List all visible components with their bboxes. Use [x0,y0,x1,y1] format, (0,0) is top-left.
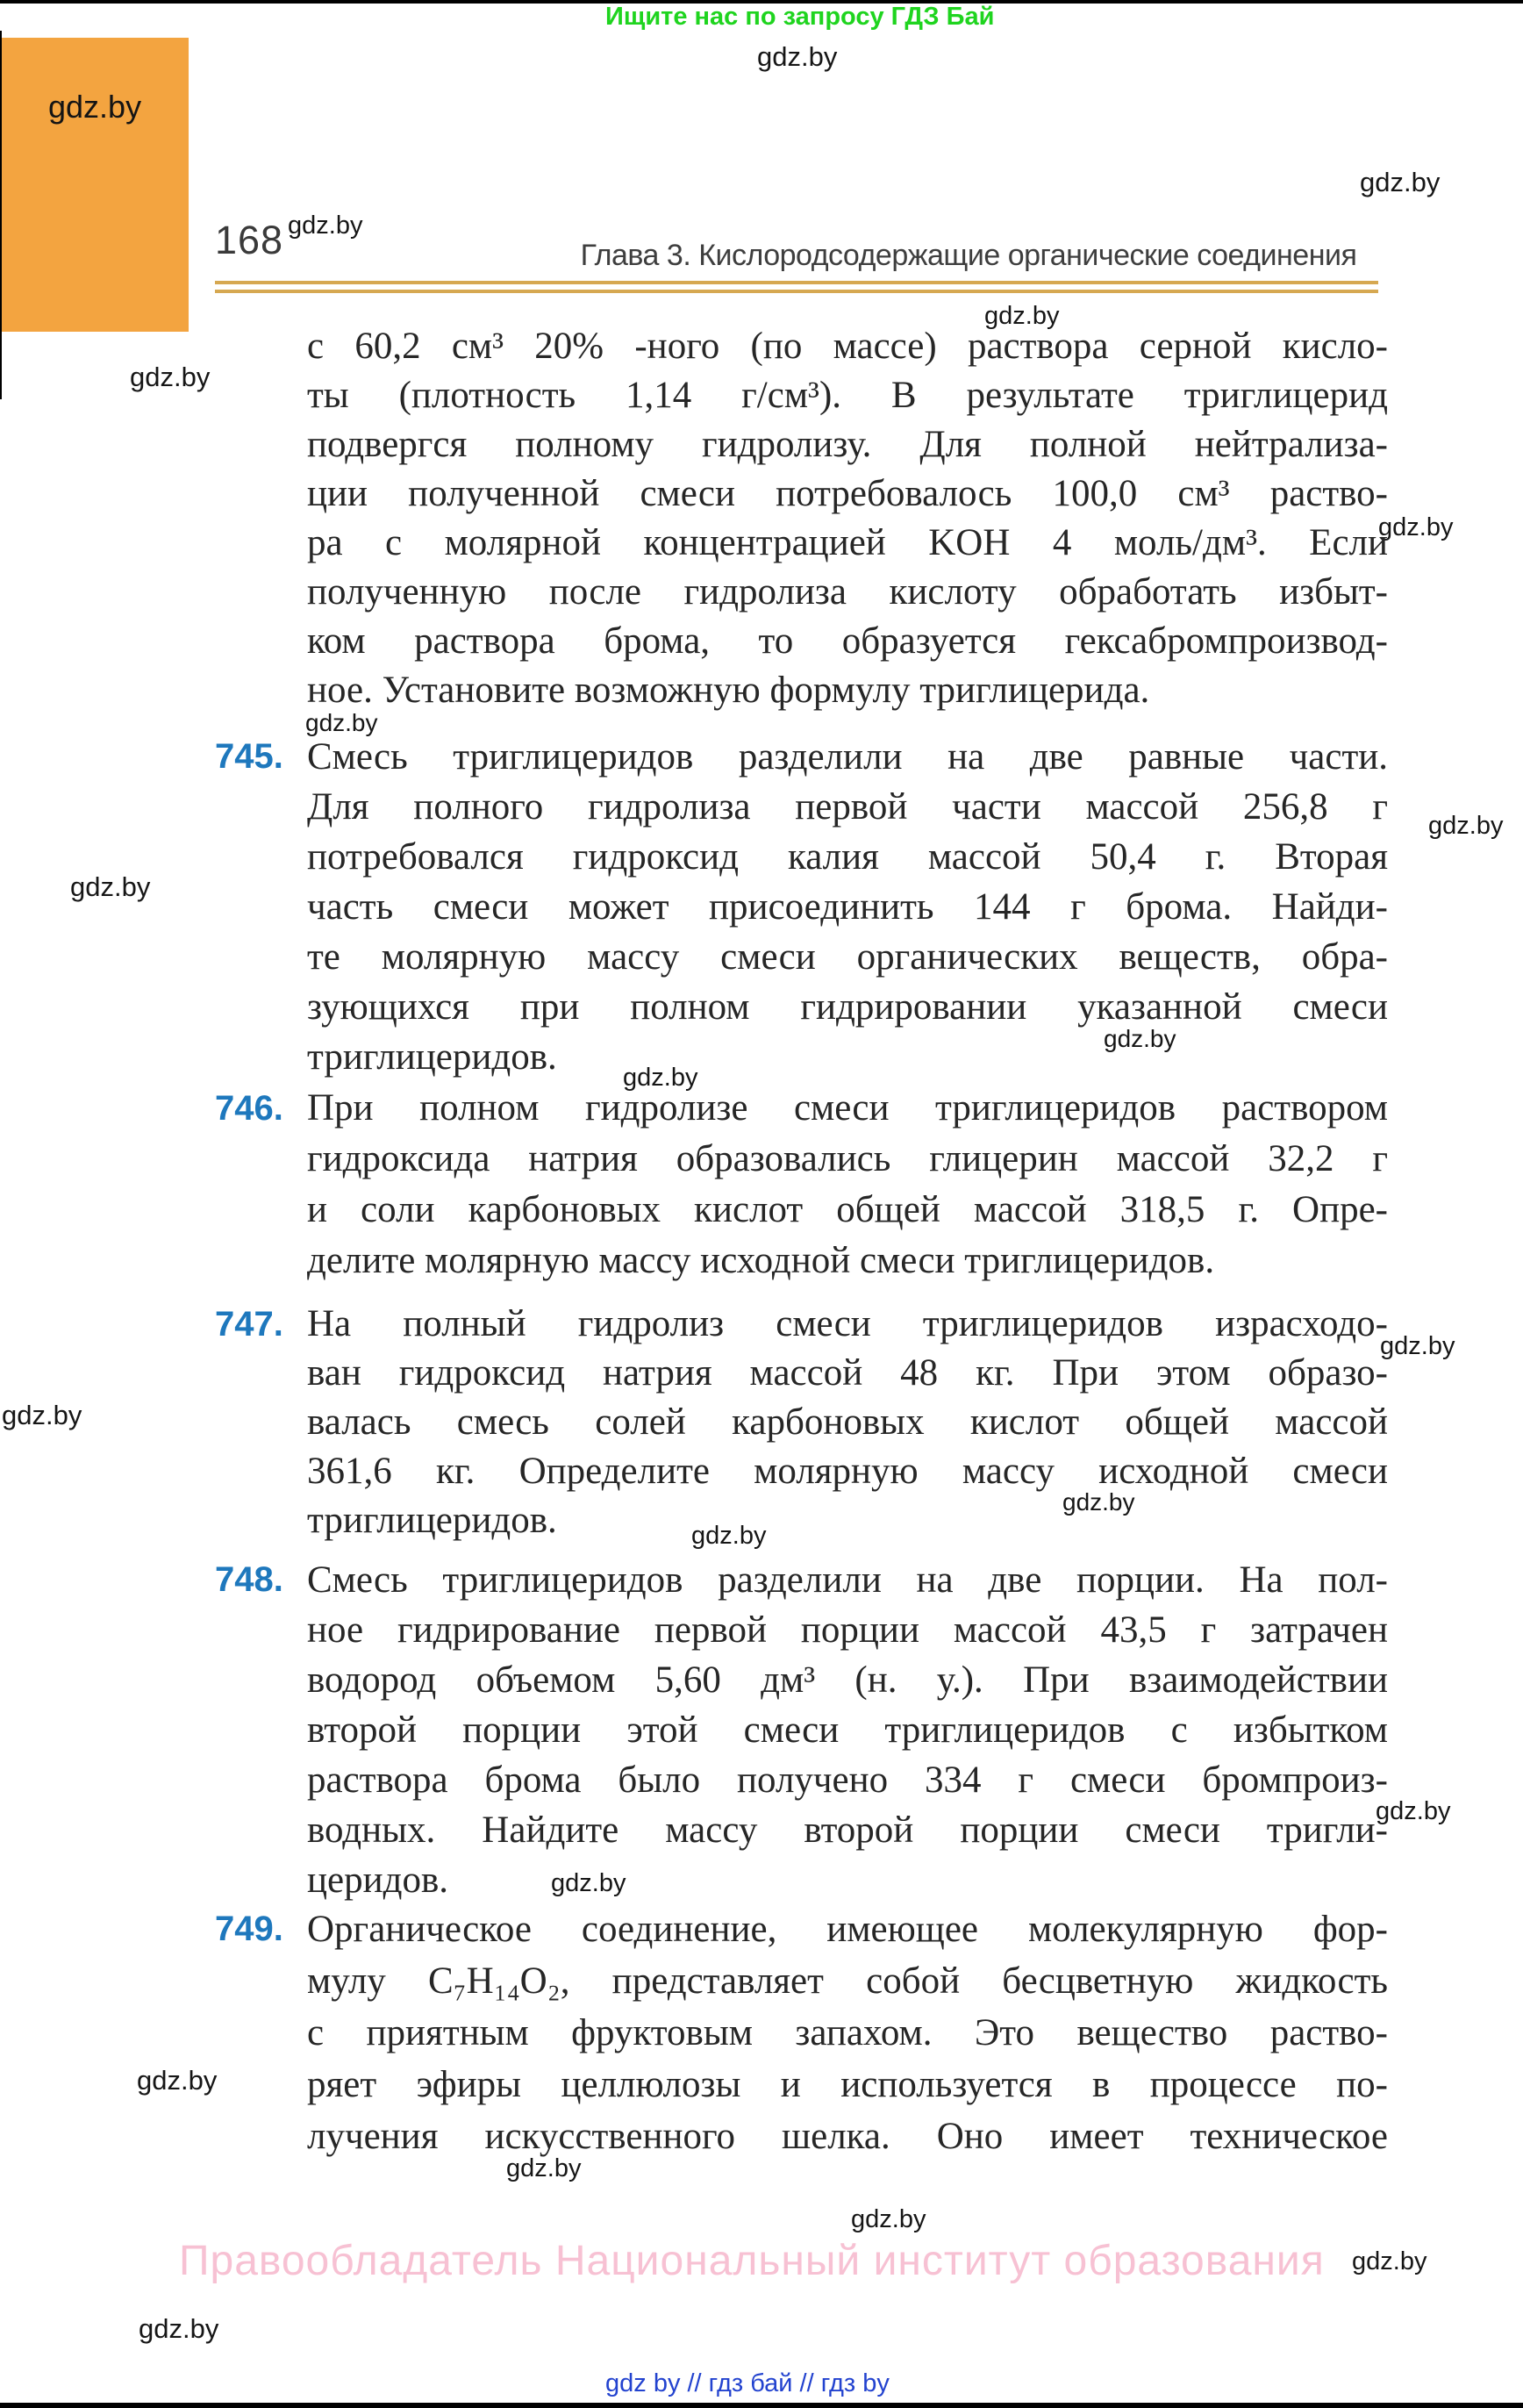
watermark-above-intro: gdz.by [984,302,1060,330]
problem-line: ра с молярной концентрацией KOH 4 моль/дм³. Если [307,522,1388,563]
problem-line: ное. Установите возможную формулу триглицерида. [307,670,1150,711]
problem-line: триглицеридов. [307,1500,557,1541]
problem-number-746: 746. [215,1089,283,1128]
watermark-top-center: gdz.by [757,41,838,72]
problem-number-749: 749. [215,1910,283,1948]
problem-line: На полный гидролиз смеси триглицеридов израсходо- [307,1303,1388,1344]
watermark-right-747: gdz.by [1380,1332,1455,1360]
problem-line: ком раствора брома, то образуется гексабромпроизвод- [307,620,1388,662]
watermark-above-copyright: gdz.by [851,2205,926,2233]
problem-line: делите молярную массу исходной смеси триглицеридов. [307,1240,1215,1281]
problem-line: ты (плотность 1,14 г/см³). В результате триглицерид [307,375,1388,416]
footer-links: gdz by // гдз бай // гдз by [605,2369,890,2397]
problem-line: с приятным фруктовым запахом. Это вещество раство- [307,2012,1388,2053]
watermark-left-mid: gdz.by [70,871,151,902]
problem-line: водород объемом 5,60 дм³ (н. у.). При взаимодействии [307,1659,1388,1701]
watermark-after-pageno: gdz.by [288,211,363,240]
orange-watermark-block [2,38,189,332]
problem-749 [307,1903,1388,2162]
problem-number-747: 747. [215,1305,283,1344]
problem-748 [307,1555,1388,1905]
watermark-top-right: gdz.by [1360,167,1441,197]
problem-line: Для полного гидролиза первой части массой 256,8 г [307,786,1388,828]
problem-line: Органическое соединение, имеющее молекулярную фор- [307,1909,1388,1950]
watermark-right-748: gdz.by [1376,1797,1451,1825]
bottom-border [0,2403,1523,2408]
problem-line: ное гидрирование первой порции массой 43,5 г затрачен [307,1609,1388,1651]
problem-line: ции полученной смеси потребовалось 100,0 см³ раство- [307,473,1388,514]
problem-line: те молярную массу смеси органических веществ, обра- [307,936,1388,978]
watermark-orange-block: gdz.by [48,89,142,125]
problem-line: подвергся полному гидролизу. Для полной нейтрализа- [307,424,1388,465]
problem-line: лучения искусственного шелка. Оно имеет техническое [307,2116,1388,2157]
problem-line: церидов. [307,1860,449,1901]
problem-number-748: 748. [215,1560,283,1599]
problem-line: зующихся при полном гидрировании указанной смеси [307,986,1388,1028]
problem-number-745: 745. [215,737,283,776]
problem-line: 361,6 кг. Определите молярную массу исходной смеси [307,1451,1388,1492]
watermark-left-lower: gdz.by [2,1400,82,1430]
watermark-after-748: gdz.by [551,1869,626,1897]
problem-line: мулу C₇H₁₄O₂, представляет собой бесцветную жидкость [307,1960,1388,2002]
chapter-header: Глава 3. Кислородсодержащие органические соединения [580,239,1357,272]
promo-search-text: Ищите нас по запросу ГДЗ Бай [605,3,995,31]
problem-745 [307,732,1388,1082]
problem-line: валась смесь солей карбоновых кислот общей массой [307,1401,1388,1443]
problem-line: гидроксида натрия образовались глицерин массой 32,2 г [307,1138,1388,1179]
problem-line: с 60,2 см³ 20% -ного (по массе) раствора серной кисло- [307,326,1388,367]
header-double-rule [215,281,1378,293]
problem-line: потребовался гидроксид калия массой 50,4 г. Вторая [307,836,1388,878]
problem-line: водных. Найдите массу второй порции смеси тригли- [307,1810,1388,1851]
watermark-747-lower-right: gdz.by [1062,1488,1135,1516]
problem-line: второй порции этой смеси триглицеридов с избытком [307,1709,1388,1751]
watermark-left-749: gdz.by [137,2065,218,2096]
problem-747 [307,1300,1388,1545]
watermark-below-orange: gdz.by [130,362,211,392]
watermark-right-745: gdz.by [1428,812,1504,840]
problem-line: Смесь триглицеридов разделили на две равные части. [307,736,1388,778]
problem-line: и соли карбоновых кислот общей массой 318,5 г. Опре- [307,1189,1388,1230]
problem-line: полученную после гидролиза кислоту обработать избыт- [307,571,1388,613]
problem-line: часть смеси может присоединить 144 г брома. Найди- [307,886,1388,928]
watermark-right-koh-line: gdz.by [1378,513,1454,541]
problem-746 [307,1083,1388,1286]
watermark-right-copyright: gdz.by [1352,2247,1427,2275]
watermark-745-lower-right: gdz.by [1104,1025,1176,1052]
watermark-bottom-left: gdz.by [139,2313,219,2344]
problem-line: Смесь триглицеридов разделили на две порции. На пол- [307,1559,1388,1601]
problem-line: раствора брома было получено 334 г смеси бромпроиз- [307,1759,1388,1801]
problem-line: ван гидроксид натрия массой 48 кг. При этом образо- [307,1352,1388,1394]
problem-line: триглицеридов. [307,1036,557,1078]
problem-line: ряет эфиры целлюлозы и используется в процессе по- [307,2064,1388,2105]
problem-line: При полном гидролизе смеси триглицеридов раствором [307,1087,1388,1129]
watermark-below-745: gdz.by [623,1064,698,1092]
watermark-under-intro: gdz.by [305,709,378,736]
page-number: 168 [215,218,284,262]
problem-744-continuation [307,322,1388,715]
watermark-below-749: gdz.by [506,2154,582,2182]
copyright-line: Правообладатель Национальный институт образования [179,2238,1325,2284]
watermark-below-747: gdz.by [691,1522,767,1550]
